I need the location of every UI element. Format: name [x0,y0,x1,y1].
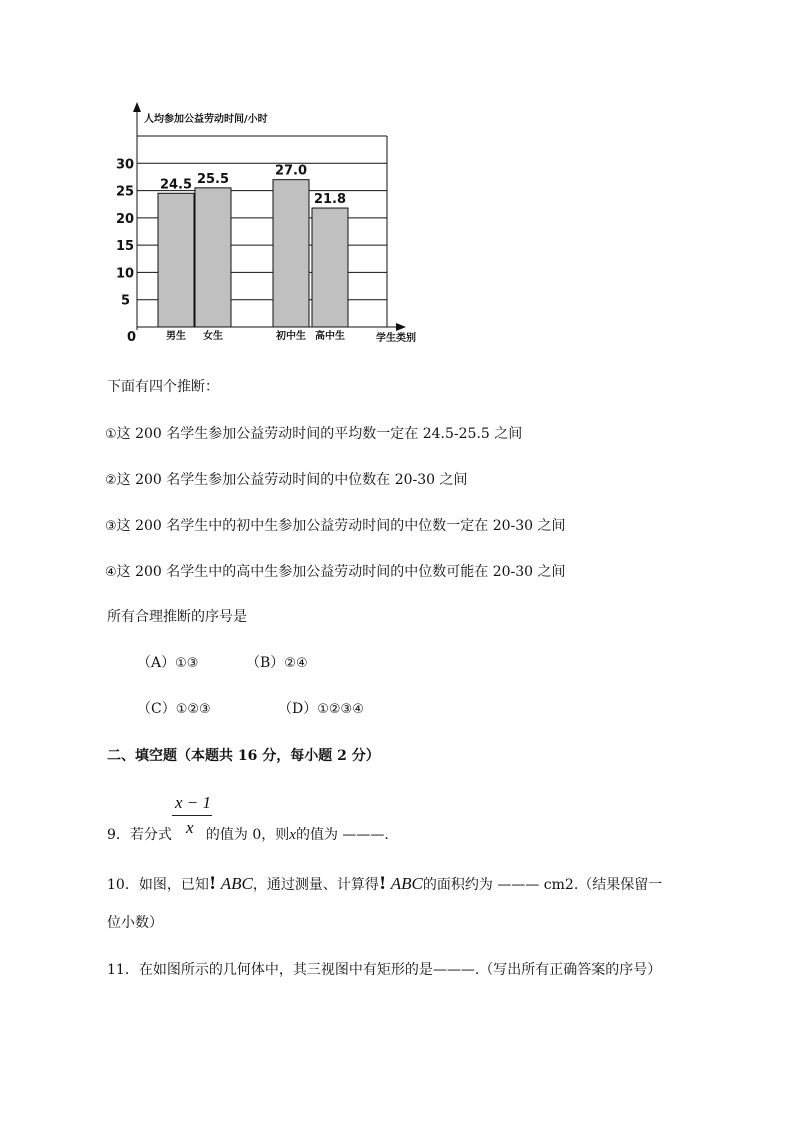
bar-value-label: 25.5 [196,171,230,187]
bar-value-label: 21.8 [313,192,347,208]
q9-end: 的值为 ———. [295,827,389,843]
question-11: 11．在如图所示的几何体中，其三视图中有矩形的是———.（写出所有正确答案的序号） [107,962,662,978]
category-label: 初中生 [276,331,306,342]
statement-4 [105,561,566,581]
statement-text: 这 200 名学生参加公益劳动时间的中位数在 20-30 之间 [116,472,468,488]
fraction-numerator: x − 1 [175,793,212,812]
statement-2 [105,469,468,489]
statement-number: ② [105,473,117,488]
question-text: 所有合理推断的序号是 [107,609,247,625]
statement-number: ① [105,427,117,442]
statement-text: 这 200 名学生参加公益劳动时间的平均数一定在 24.5-25.5 之间 [116,426,523,442]
q9-mid: 的值为 0，则 [205,827,290,843]
option-label: （C） [137,701,176,717]
statement-3 [105,515,566,535]
q10-mark-2: ! [378,874,387,894]
q10-mark-1: ! [208,874,217,894]
y-tick-label: 30 [116,157,135,173]
category-label: 男生 [166,331,186,342]
y-tick-labels [116,157,134,308]
category-label: 女生 [203,331,223,342]
bar [273,180,309,327]
option-b[interactable] [246,652,308,672]
q9-lead: 9．若分式 [107,827,172,843]
category-labels [166,329,345,342]
fraction-bar [172,815,212,816]
statement-1 [105,423,522,443]
option-label: （D） [278,701,318,717]
q10-part3: 的面积约为 ——— cm2.（结果保留一 [422,877,663,893]
y-tick-label: 15 [116,239,135,255]
bar [195,188,231,327]
bar-chart [0,0,793,360]
question-10-line2: 位小数） [107,915,163,931]
y-tick-label: 20 [116,211,135,227]
bar [158,193,194,327]
y-tick-label: 5 [121,293,131,309]
option-value: ①②③④ [317,702,364,717]
fraction-denominator: x [186,818,194,837]
category-label: 高中生 [315,331,345,342]
section-heading: 二、填空题（本题共 16 分，每小题 2 分） [107,748,380,764]
q10-part1: 10．如图，已知 [107,877,209,893]
statement-text: 这 200 名学生中的初中生参加公益劳动时间的中位数一定在 20-30 之间 [116,518,566,534]
bar-value-label: 27.0 [274,163,308,179]
q9-variable: x [289,827,296,843]
bar [312,208,348,327]
option-d[interactable] [278,698,364,718]
option-label: （A） [137,655,176,671]
statement-number: ③ [105,519,117,534]
x-axis-title: 学生类别 [376,333,416,344]
x-axis-arrow [396,323,406,331]
option-label: （B） [246,655,285,671]
statement-text: 这 200 名学生中的高中生参加公益劳动时间的中位数可能在 20-30 之间 [116,564,566,580]
option-c[interactable] [137,698,211,718]
y-axis-arrow [133,102,141,112]
question-9 [107,824,389,844]
q10-triangle-1: ABC [220,874,253,893]
question-10 [107,874,662,894]
option-value: ①③ [175,656,199,671]
option-a[interactable] [137,652,198,672]
statement-number: ④ [105,565,117,580]
option-value: ②④ [284,656,308,671]
bar-value-label: 24.5 [159,177,193,193]
q10-triangle-2: ABC [390,874,423,893]
q10-part2: ，通过测量、计算得 [252,877,379,893]
option-value: ①②③ [175,702,211,717]
y-tick-label: 25 [116,184,135,200]
y-tick-label: 10 [116,266,135,282]
origin-label: 0 [127,330,137,345]
intro-text: 下面有四个推断： [107,379,219,395]
y-axis-title: 人均参加公益劳动时间/小时 [144,114,268,125]
